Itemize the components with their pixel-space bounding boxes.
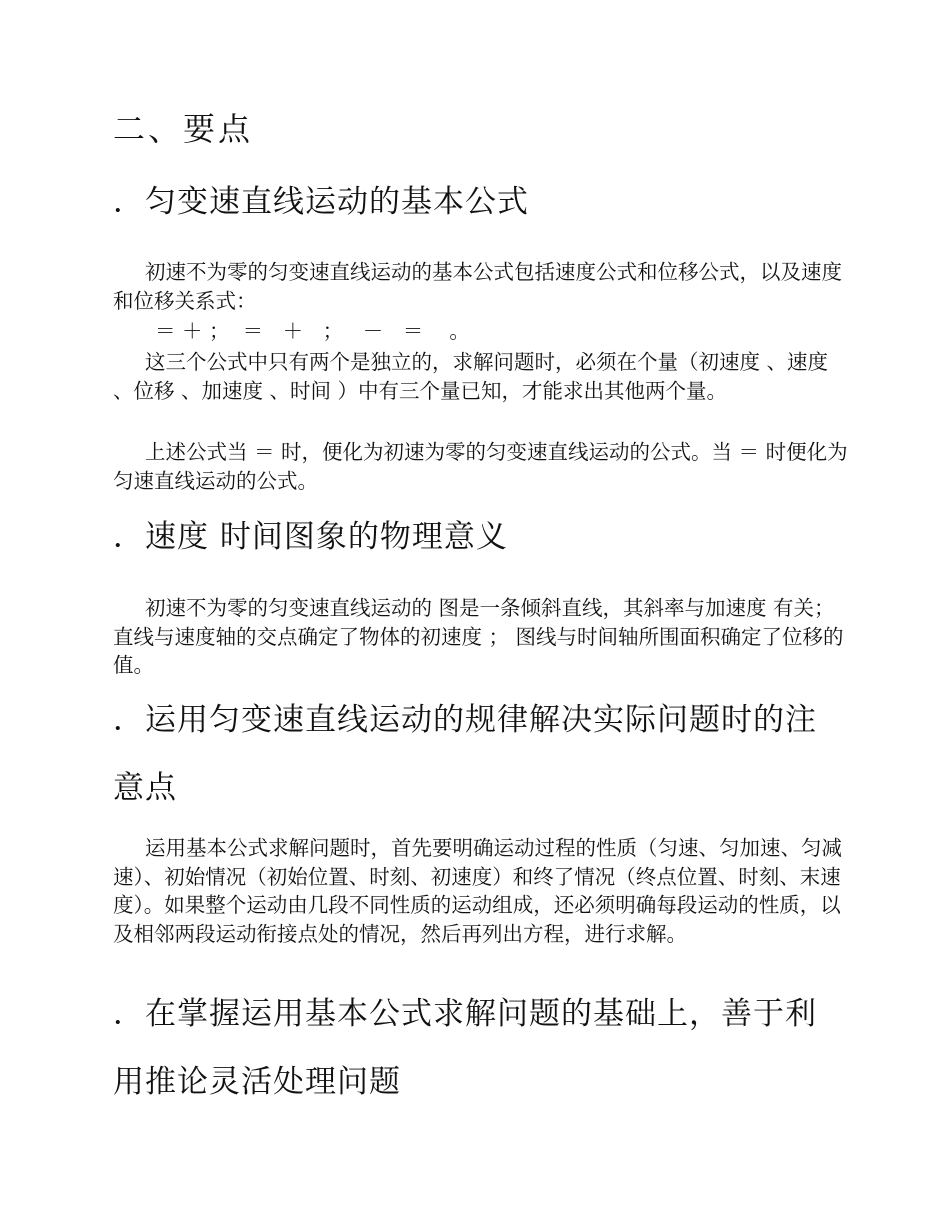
subsection-1-heading: ．匀变速直线运动的基本公式: [113, 184, 529, 220]
section-title: 二、要点: [113, 110, 254, 148]
subsection-4-heading: ．在掌握运用基本公式求解问题的基础上，善于利用推论灵活处理问题: [113, 996, 817, 1100]
subsection-3-paragraph-1: 运用基本公式求解问题时，首先要明确运动过程的性质（匀速、匀加速、匀减速）、初始情况（初始位置、时刻、初速度）和终了情况（终点位置、时刻、末速度）。如果整个运动由几段不同性质的运动组成，还必须明确每段运动的性质，以及相邻两段运动衔接点处的情况，然后再列出方程，进行求解。: [113, 836, 842, 946]
subsection-1-paragraph-1: 初速不为零的匀变速直线运动的基本公式包括速度公式和位移公式，以及速度和位移关系式：: [113, 260, 842, 313]
subsection-1-paragraph-3: 上述公式当 ＝ 时，便化为初速为零的匀变速直线运动的公式。当 ＝ 时便化为匀速直线运动的公式。: [113, 440, 848, 493]
subsection-2-heading: ．速度 时间图象的物理意义: [113, 519, 508, 555]
subsection-3-heading: ．运用匀变速直线运动的规律解决实际问题时的注意点: [113, 702, 817, 806]
kinematic-formulas-line: ＝ ＋ ； ＝ ＋ ； － ＝ 。: [155, 319, 470, 343]
subsection-1-paragraph-2: 这三个公式中只有两个是独立的，求解问题时，必须在个量（初速度 、速度 、位移 、加速度 、时间 ）中有三个量已知，才能求出其他两个量。: [113, 350, 829, 403]
subsection-2-paragraph-1: 初速不为零的匀变速直线运动的 图是一条倾斜直线，其斜率与加速度 有关；直线与速度轴的交点确定了物体的初速度 ； 图线与时间轴所围面积确定了位移的值。: [113, 596, 844, 677]
